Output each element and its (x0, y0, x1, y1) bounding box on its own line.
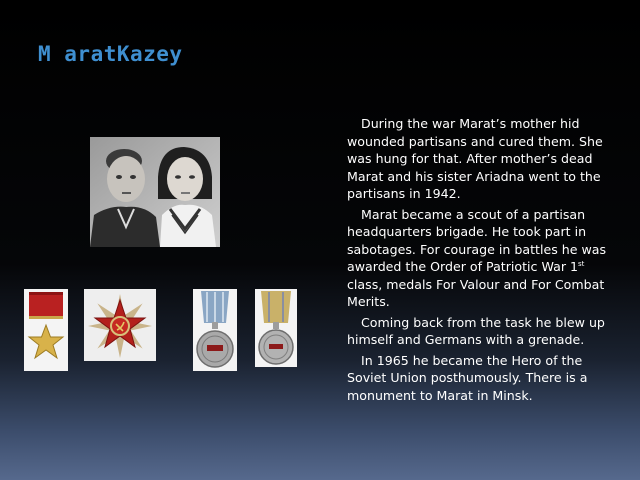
paragraph-2-part-b: class, medals For Valour and For Combat Merits. (347, 276, 605, 309)
paragraph-2-part-a: Marat became a scout of a partisan headquarters brigade. He took part in sabotages. For courage in battles he was awarded the Order of Patriotic War 1 (347, 206, 607, 274)
hero-gold-star-medal (24, 289, 68, 371)
medal-for-valour (193, 289, 237, 371)
slide-body-text (347, 115, 617, 407)
portrait-photo (90, 137, 220, 247)
order-of-patriotic-war (84, 289, 156, 361)
paragraph-1: During the war Marat’s mother hid wounded partisans and cured them. She was hung for that. After mother’s dead Marat and his sister Ariadna went to the partisans in 1942. (347, 116, 603, 201)
ordinal-suffix: st (578, 259, 585, 268)
paragraph-2 (347, 206, 617, 311)
paragraph-3: Coming back from the task he blew up himself and Germans with a grenade. (347, 314, 605, 347)
paragraph-4: In 1965 he became the Hero of the Soviet Union posthumously. There is a monument to Marat in Minsk. (347, 352, 588, 403)
medal-for-combat-merit (255, 289, 297, 367)
slide-title: M aratKazey (38, 42, 183, 66)
